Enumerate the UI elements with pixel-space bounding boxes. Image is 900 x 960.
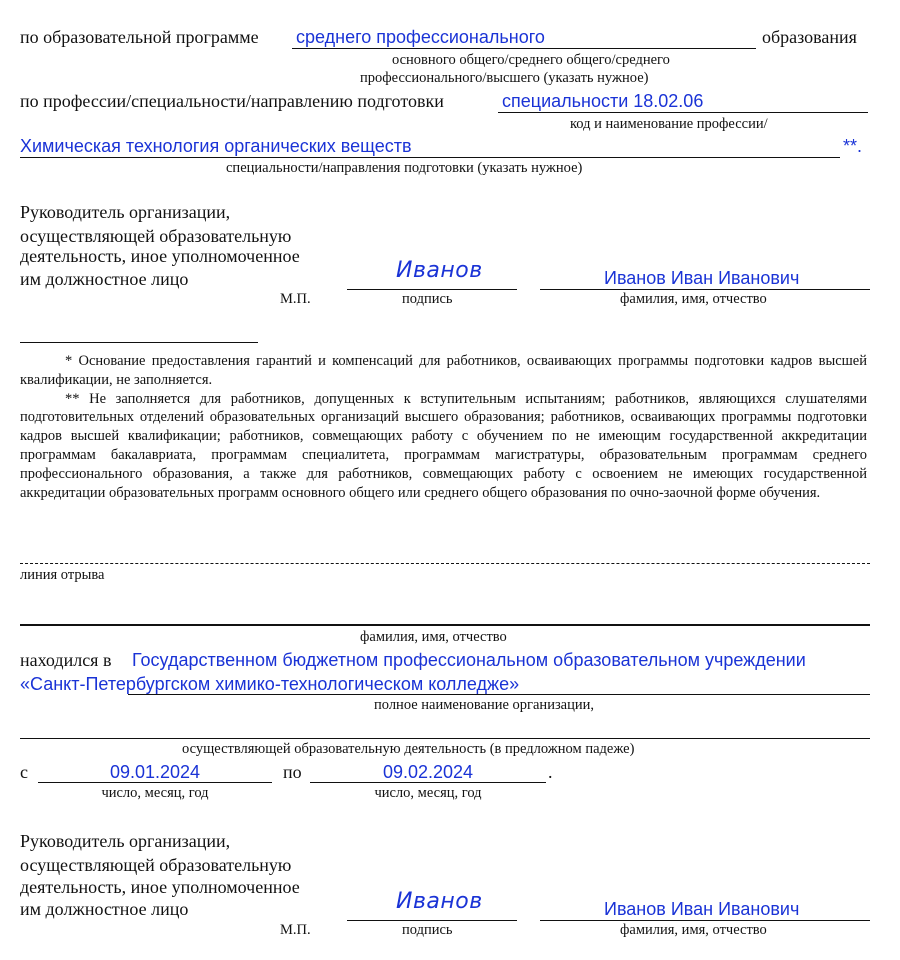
org-line2-field[interactable]: «Санкт-Петербургском химико-технологическом колледже» xyxy=(20,674,520,694)
program-hint-line2: профессионального/высшего (указать нужное) xyxy=(360,70,649,86)
tear-line xyxy=(20,563,870,564)
role-line4: им должностное лицо xyxy=(20,269,189,289)
specialty-hint: специальности/направления подготовки (указать нужное) xyxy=(226,160,583,176)
tear-line-label: линия отрыва xyxy=(20,567,105,583)
specialty-value-field[interactable]: Химическая технология органических веществ xyxy=(20,136,412,156)
name-underline xyxy=(540,289,870,290)
org-underline xyxy=(128,694,870,695)
org-hint: полное наименование организации, xyxy=(374,697,595,713)
stamp-label: М.П. xyxy=(280,291,311,307)
role2-line4: им должностное лицо xyxy=(20,899,189,919)
to-date-field[interactable]: 09.02.2024 xyxy=(382,762,474,782)
org-line1-field[interactable]: Государственном бюджетном профессиональном образовательном учреждении xyxy=(132,650,806,670)
org-hint-2: осуществляющей образовательную деятельность (в предложном падеже) xyxy=(182,741,635,757)
role-line1: Руководитель организации, xyxy=(20,202,231,222)
footnotes xyxy=(20,352,867,502)
to-date-underline xyxy=(310,782,546,783)
profession-value-field[interactable]: специальности 18.02.06 xyxy=(502,91,704,111)
profession-underline xyxy=(498,112,868,113)
name2-underline xyxy=(540,920,870,921)
footnote-1: * Основание предоставления гарантий и компенсаций для работников, осваивающих программы подготовки кадров высшей квалификации, не заполняется. xyxy=(20,353,867,388)
from-date-underline xyxy=(38,782,272,783)
signature2-field[interactable]: Иванов xyxy=(396,889,483,914)
location-label: находился в xyxy=(20,650,112,670)
signature-hint: подпись xyxy=(402,291,453,307)
fio-hint: фамилия, имя, отчество xyxy=(360,629,507,645)
role-line3: деятельность, иное уполномоченное xyxy=(20,246,300,266)
from-date-field[interactable]: 09.01.2024 xyxy=(109,762,201,782)
program-value-field[interactable]: среднего профессионального xyxy=(296,27,545,47)
profession-hint: код и наименование профессии/ xyxy=(570,116,768,132)
to-label: по xyxy=(283,762,302,782)
signature-field[interactable]: Иванов xyxy=(396,258,483,283)
stamp2-label: М.П. xyxy=(280,922,311,938)
signature-underline xyxy=(347,289,517,290)
role2-line2: осуществляющей образовательную xyxy=(20,855,292,875)
program-suffix: образования xyxy=(762,27,857,47)
name2-hint: фамилия, имя, отчество xyxy=(620,922,767,938)
name2-value-field[interactable]: Иванов Иван Иванович xyxy=(604,899,800,919)
fio-underline xyxy=(20,624,870,626)
name-value-field[interactable]: Иванов Иван Иванович xyxy=(604,268,800,288)
program-underline xyxy=(292,48,756,49)
from-date-hint: число, месяц, год xyxy=(101,785,209,801)
footnote-2: ** Не заполняется для работников, допущенных к вступительным испытаниям; работников, являющихся слушателями подготовительных отделений образовательных организаций высшего образования; работников, осваивающих программы подготовки кадров высшей квалификации; работников, совмещающих работу с обучением по не имеющим государственной аккредитации программам бакалавриата, программам специалитета, программам магистратуры, образовательным программам среднего профессионального образования, а также для работников, совмещающих работу с освоением не имеющих государственной аккредитации образовательных программ основного общего или среднего общего образования по очно-заочной форме обучения. xyxy=(20,390,867,501)
signature2-underline xyxy=(347,920,517,921)
role2-line3: деятельность, иное уполномоченное xyxy=(20,877,300,897)
to-date-hint: число, месяц, год xyxy=(374,785,482,801)
specialty-suffix: **. xyxy=(843,136,863,156)
profession-label: по профессии/специальности/направлению подготовки xyxy=(20,91,444,111)
footnote-separator xyxy=(20,342,258,343)
role-line2: осуществляющей образовательную xyxy=(20,226,292,246)
program-label: по образовательной программе xyxy=(20,27,259,47)
specialty-underline xyxy=(20,157,840,158)
signature2-hint: подпись xyxy=(402,922,453,938)
date-end-period: . xyxy=(548,762,553,782)
from-label: с xyxy=(20,762,28,782)
name-hint: фамилия, имя, отчество xyxy=(620,291,767,307)
org-underline-2 xyxy=(20,738,870,739)
role2-line1: Руководитель организации, xyxy=(20,831,231,851)
program-hint-line1: основного общего/среднего общего/среднего xyxy=(392,52,670,68)
